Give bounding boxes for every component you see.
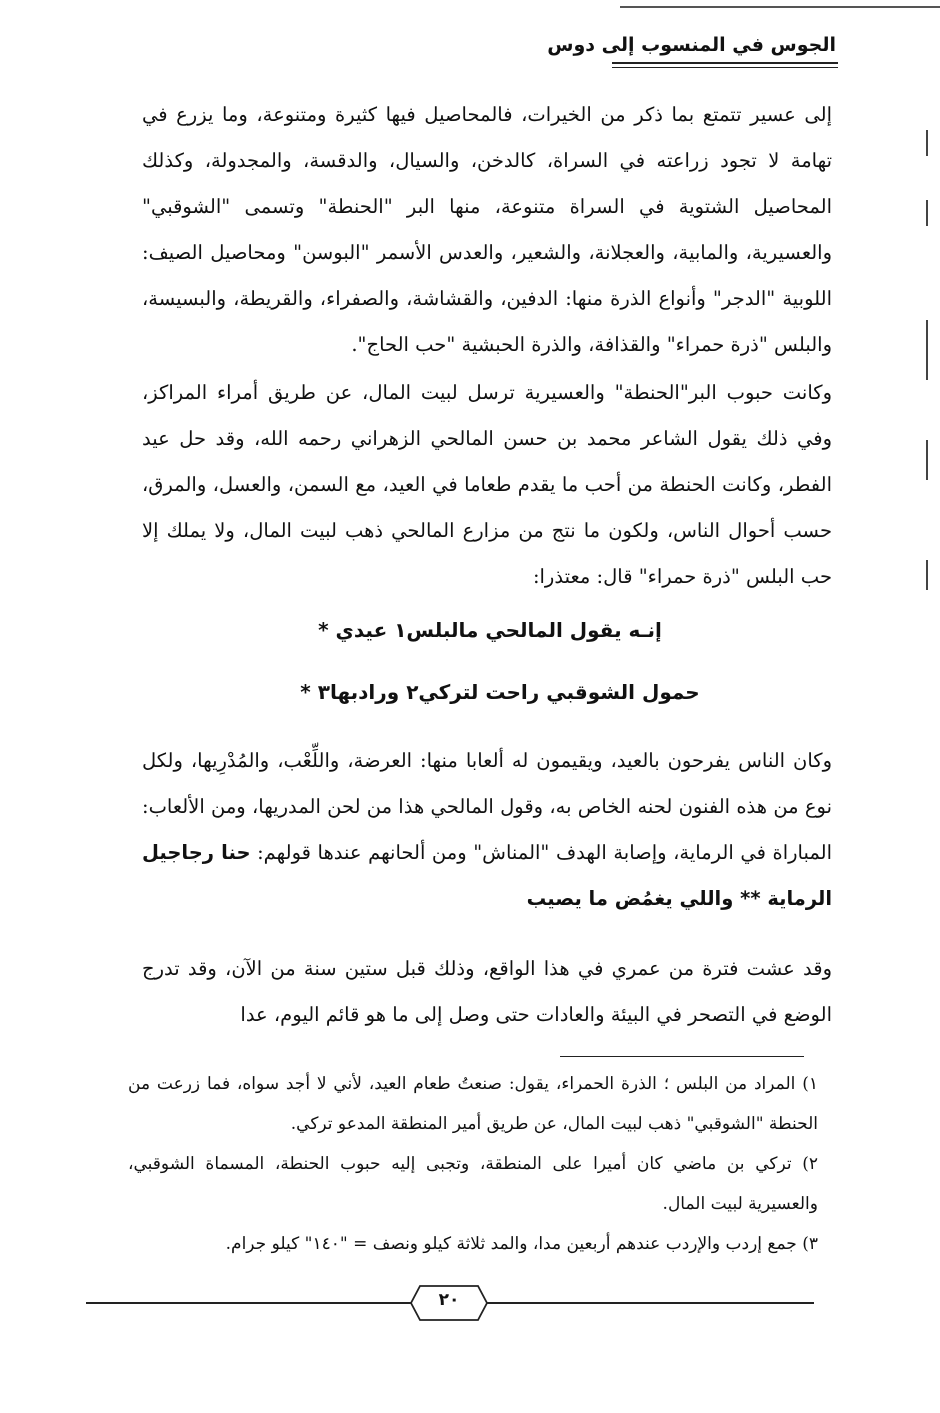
footnotes xyxy=(128,1064,818,1264)
margin-scan-mark xyxy=(926,130,928,156)
footnote-2: ٢) تركي بن ماضي كان أميرا على المنطقة، وتجبى إليه حبوب الحنطة، المسماة الشوقبي، والعسيرية لبيت المال. xyxy=(128,1154,818,1214)
footnote-1: ١) المراد من البلس ؛ الذرة الحمراء، يقول: صنعتُ طعام العيد، لأني لا أجد سواه، فما زرعت من الحنطة "الشوقبي" ذهب لبيت المال، عن طريق أمير المنطقة المدعو تركي. xyxy=(128,1074,818,1134)
archery-song-line: حنا رجاجيل الرماية ** واللي يغمُض ما يصيب xyxy=(142,841,832,910)
poem-verse-1: إنـه يقول المالحي مالبلس١ عيدي * xyxy=(318,618,662,642)
paragraph-3-lead: قولهم: xyxy=(257,841,311,864)
footnote-3: ٣) جمع إردب والإردب عندهم أربعين مدا، والمد ثلاثة كيلو ونصف = "١٤٠" كيلو جرام. xyxy=(225,1234,818,1254)
margin-scan-mark xyxy=(926,440,928,480)
margin-scan-mark xyxy=(926,320,928,380)
body-paragraph-1: إلى عسير تتمتع بما ذكر من الخيرات، فالمحاصيل فيها كثيرة ومتنوعة، وما يزرع في تهامة لا تجود زراعته في السراة، كالدخن، والسيال، والدقسة، والمجدولة، وكذلك المحاصيل الشتوية في السراة متنوعة، منها البر "الحنطة" وتسمى "الشوقبي" والعسيرية، والمابية، والعجلانة، والشعير، والعدس الأسمر "البوسن" ومحاصيل الصيف: اللوبية "الدجر" وأنواع الذرة منها: الدفين، والقشاشة، والصفراء، والقريطة، والبسيسة، والبلس "ذرة حمراء" والقذافة، والذرة الحبشية "حب الحاج". xyxy=(142,103,832,356)
header-rule-thin xyxy=(612,67,838,68)
margin-scan-mark xyxy=(926,200,928,226)
poem-verse-2: حمول الشوقبي راحت لتركي٢ ورادبها٣ * xyxy=(300,680,700,704)
running-header-title: الجوس في المنسوب إلى دوس xyxy=(547,34,836,56)
body-paragraph-3 xyxy=(142,738,832,922)
paragraph-3-text: وكان الناس يفرحون بالعيد، ويقيمون له ألعابا منها: العرضة، واللِّعْب، والمُدْرِيها، ولكل نوع من هذه الفنون لحنه الخاص به، وقول المالحي هذا من لحن المدريها، ومن الألعاب: المباراة في الرماية، وإصابة الهدف "المناش" ومن ألحانهم عندها xyxy=(142,749,832,864)
header-rule-thick xyxy=(612,62,838,64)
scan-edge-line xyxy=(620,6,940,8)
page-number: ٢٠ xyxy=(438,1290,460,1310)
footnote-separator xyxy=(560,1056,804,1057)
footer-rule-right xyxy=(486,1302,814,1304)
body-paragraph-4: وقد عشت فترة من عمري في هذا الواقع، وذلك قبل ستين سنة من الآن، وقد تدرج الوضع في التصحر في البيئة والعادات حتى وصل إلى ما هو قائم اليوم، عدا xyxy=(142,957,832,1026)
footer-rule-left xyxy=(86,1302,412,1304)
margin-scan-mark xyxy=(926,560,928,590)
body-paragraph-2: وكانت حبوب البر"الحنطة" والعسيرية ترسل لبيت المال، عن طريق أمراء المراكز، وفي ذلك يقول الشاعر محمد بن حسن المالحي الزهراني رحمه الله، وقد حل عيد الفطر، وكانت الحنطة من أحب ما يقدم طعاما في العيد، مع السمن، والعسل، والمرق، حسب أحوال الناس، ولكون ما نتج من مزارع المالحي ذهب لبيت المال، ولا يملك إلا حب البلس "ذرة حمراء" قال: معتذرا: xyxy=(142,381,832,588)
